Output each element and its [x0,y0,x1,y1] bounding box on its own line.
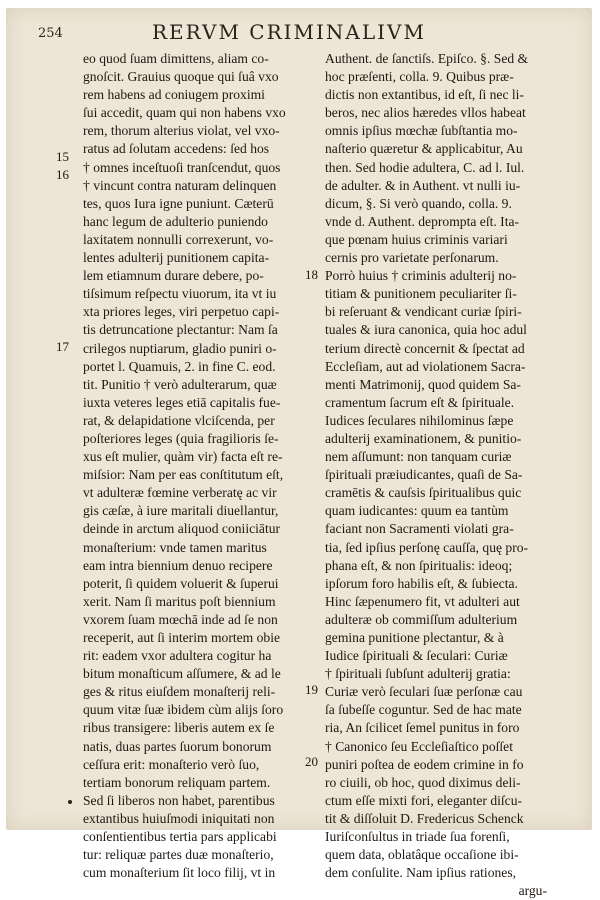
text-line: hoc præſenti, colla. 9. Quibus præ- [325,69,514,85]
text-line: tia, ſed ipſius perſonę cauſſa, quę pro- [325,539,529,555]
text-line: naſterio quæretur & applicabitur, Au [325,141,523,157]
text-line: vt adulteræ fœmine verberatę ac vir [83,485,277,501]
text-line: dicum, §. Si verò quando, colla. 9. [325,195,512,211]
text-line: phana eſt, & non ſpiritualis: ideoq; [325,557,513,573]
text-line: cum monaſterium ſit loco filij, vt in [83,865,276,881]
text-line: receperit, aut ſi interim mortem obie [83,630,281,645]
text-line: ro ciuili, ob hoc, quod diximus deli- [325,774,521,790]
text-line: natis, duas partes ſuorum bonorum [83,738,272,754]
left-column [83,50,305,882]
text-line: titiam & punitionem peculiariter ſi- [325,286,517,302]
text-line: adulterij examinationem, & punitio- [325,430,522,446]
margin-number-15: 15 [56,149,69,164]
text-line: † vincunt contra naturam delinquen [83,177,277,193]
right-column [325,50,547,900]
text-line: gis cæſæ, à iure maritali diuellantur, [83,503,279,519]
text-line: ria, An ſcilicet ſemel punitus in foro [325,720,520,736]
text-line: Iudices ſeculares nihilominus ſæpe [325,412,514,428]
text-line: poterit, ſi quidem voluerit & ſuperui [83,575,279,591]
text-line: tit & diſſoluit D. Fredericus Schenck [325,810,524,826]
text-line: tis detruncatione plectantur: Nam ſa [83,322,278,338]
text-line: quem data, oblatâque occaſione ibi- [325,847,519,863]
text-line: tertiam bonorum reliquam partem. [83,774,271,790]
text-line: adulteræ ob commiſſum adulterium [325,611,518,627]
text-line: puniri poſtea de eodem crimine in fo [325,756,524,772]
text-line: xerit. Nam ſi maritus poſt biennium [83,593,276,609]
margin-number-20: 20 [305,754,318,769]
text-line: eo quod ſuam dimittens, aliam co- [83,51,269,66]
text-line: eam intra biennium denuo recipere [83,557,273,573]
text-line: ceſſura erit: monaſterio verò ſuo, [83,756,260,772]
text-line: ribus transigere: liberis autem ex ſe [83,720,275,736]
marginal-dot-mark [68,800,72,804]
text-line: omnis ipſius mœchæ ſubſtantia mo- [325,123,518,139]
text-line: Iudice ſpirituali & ſeculari: Curiæ [325,648,508,664]
text-line: ctum eſſe mixti fori, eleganter diſcu- [325,792,523,808]
text-line: tes, quos Iura igne puniunt. Cæterū [83,195,274,211]
margin-number-19: 19 [305,682,318,697]
text-line: poſteriores leges (quia fragilioris ſe- [83,430,279,446]
text-line: menti Matrimonij, quod quidem Sa- [325,376,521,392]
text-line: hanc legum de adulterio puniendo [83,213,268,229]
text-line: gnoſcit. Grauius quoque qui ſuâ vxo [83,69,279,85]
text-line: then. Sed hodie adultera, C. ad l. Iul. [325,159,525,175]
text-line: ſpirituali præiudicantes, quaſi de Sa- [325,467,523,483]
text-line: tuales & iura canonica, quia hoc adul [325,322,527,338]
page-header [26,20,552,48]
text-line: beros, nec alios hæredes vllos habeat [325,105,526,121]
text-line: bitum monaſticum aſſumere, & ad le [83,666,281,682]
text-line: que pœnam huius criminis variari [325,231,508,247]
text-line: de adulter. & in Authent. vt nulli iu- [325,177,521,193]
text-line: cramentum ſacrum eſt & ſpirituale. [325,394,515,410]
text-line: faciant non Sacramenti violati gra- [325,521,514,537]
text-line: lem etiamnum durare debere, po- [83,268,264,284]
text-line: portet l. Quamuis, 2. in fine C. eod. [83,358,276,374]
margin-number-17: 17 [56,339,69,354]
text-line: rit: eadem vxor adultera cogitur ha [83,648,272,664]
catchword: argu- [518,883,547,899]
text-line: Sed ſi liberos non habet, parentibus [83,792,275,808]
text-line: Hinc ſæpenumero fit, vt adulteri aut [325,593,520,609]
text-line: xus eſt mulier, quàm vir) facta eſt re- [83,449,283,465]
text-line: quam iudicantes: quum ea tantùm [325,503,509,519]
text-line: deinde in arctum aliquod coniiciātur [83,521,281,537]
text-line: lentes adulterij punitionem capita- [83,250,270,266]
text-line: ipſorum foro habilis eſt, & ſubiecta. [325,575,518,591]
text-line: tit. Punitio † verò adulterarum, quæ [83,376,277,392]
text-line: Iuriſconſultus in triade ſua forenſi, [325,829,510,845]
text-line: Curiæ verò ſeculari ſuæ perſonæ cau [325,684,523,700]
text-line: nem aſſumunt: non tanquam curiæ [325,449,512,465]
text-line: xta priores leges, viri perpetuo capi- [83,304,280,320]
text-line: ſa ſubeſſe coguntur. Sed de hac mate [325,702,522,718]
margin-number-18: 18 [305,267,318,282]
text-line: crilegos nuptiarum, gladio puniri o- [83,340,277,356]
text-line: laxitatem nonnulli correxerunt, vo- [83,231,274,247]
margin-number-16: 16 [56,167,69,182]
text-line: iuxta veteres leges etiā capitalis fue- [83,394,281,410]
text-line: bi reſeruant & vendicant curiæ ſpiri- [325,304,522,320]
text-line: vnde d. Authent. deprompta eſt. Ita- [325,213,520,229]
text-line: † ſpirituali ſubſunt adulterij gratia: [325,666,511,682]
text-line: gemina punitione plectantur, & à [325,630,504,645]
book-page [6,8,592,899]
text-line: rat, & delapidatione vlciſcenda, per [83,412,275,428]
text-line: Authent. de ſanctiſs. Epiſco. §. Sed & [325,51,529,66]
text-line: Eccleſiam, aut ad violationem Sacra- [325,358,526,374]
text-line: miſsior: Nam per eas conſtitutum eſt, [83,467,284,483]
text-line: dem conſulite. Nam ipſius rationes, [325,865,517,881]
text-line: ſui accedit, quam qui non habens vxo [83,105,286,121]
text-line: dictis non extantibus, id eſt, ſi nec li- [325,87,524,103]
text-line: Porrò huius † criminis adulterij no- [325,268,517,284]
page-number: 254 [38,26,63,41]
text-line: tur: reliquæ partes duæ monaſterio, [83,847,274,863]
text-line: rem, thorum alterius violat, vel vxo- [83,123,280,139]
text-line: quum vitæ ſuæ ibidem cùm alijs ſoro [83,702,284,718]
text-line: ratus ad ſolutam accedens: ſed hos [83,141,270,157]
text-line: conſentientibus tertia pars applicabi [83,829,277,845]
running-title: RERVM CRIMINALIVM [152,20,426,44]
text-line: † Canonico ſeu Eccleſiaſtico poſſet [325,738,513,754]
text-line: rem habens ad coniugem proximi [83,87,265,103]
text-line: † omnes inceſtuoſi tranſcendut, quos [83,159,281,175]
text-line: terium directè concernit & ſpectat ad [325,340,525,356]
text-line: cernis pro varietate perſonarum. [325,250,499,266]
text-line: cramētis & cauſsis ſpiritualibus quic [325,485,522,501]
text-line: extantibus huiuſmodi iniquitati non [83,810,275,826]
text-line: vxorem ſuam mœchā inde ad ſe non [83,611,278,627]
text-line: tiſsimum reſpectu viuorum, ita vt iu [83,286,277,302]
text-line: monaſterium: vnde tamen maritus [83,539,267,555]
text-line: ges & ritus eiuſdem monaſterij reli- [83,684,276,700]
